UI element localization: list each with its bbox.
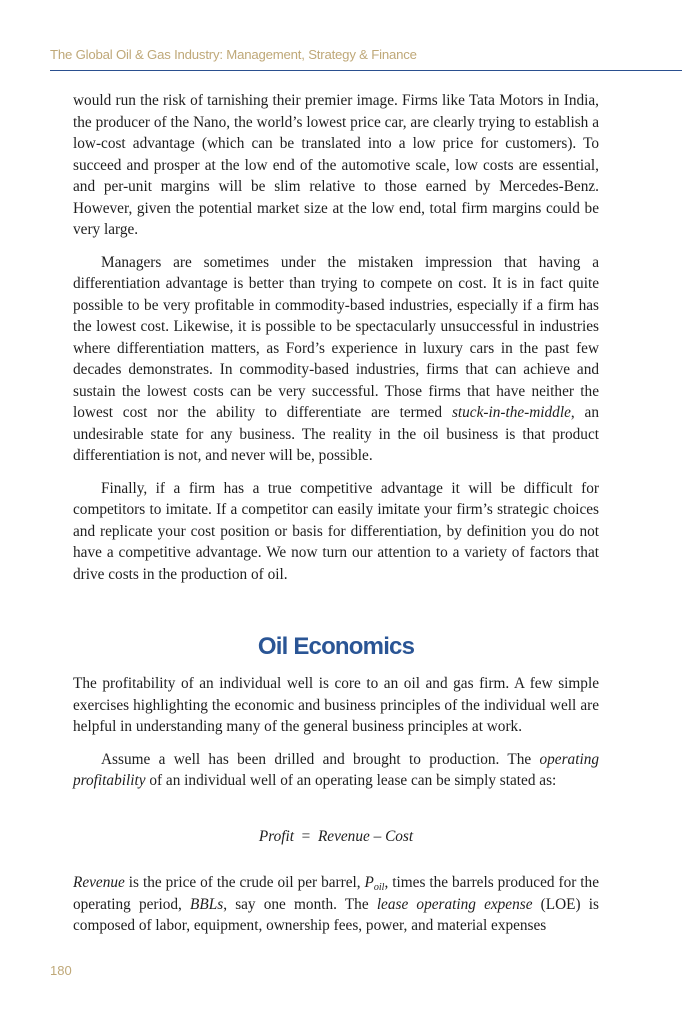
page-number: 180: [50, 963, 72, 978]
revenue-text-1: is the price of the crude oil per barrel,: [124, 874, 365, 891]
term-operating-profitability: operating profitability: [73, 750, 599, 789]
equation-cost: Cost: [385, 828, 414, 845]
paragraph-imitation: Finally, if a firm has a true competitive advantage it will be difficult for competitors to imitate. If a competitor can easily imitate your firm’s strategic choices and replicate your cost position or basis for differentiation, by definition you do not have a competitive advantage. We now turn our attention to a variety of factors that drive costs in the production of oil.: [73, 479, 599, 583]
term-stuck-in-the-middle: stuck-in-the-middle: [451, 404, 571, 421]
body-text-upper: [73, 90, 599, 585]
section-title-oil-economics: Oil Economics: [257, 633, 415, 660]
paragraph-differentiation-text: Managers are sometimes under the mistaken impression that having a differentiation advantage is better than trying to compete on cost. It is in fact quite possible to be very profitable in commodity-based industries, especially if a firm has the lowest cost. Likewise, it is possible to be spectacularly unsuccessful in industries where differentiation matters, as Ford’s experience in luxury cars in the past few decades demonstrates. In commodity-based industries, firms that can achieve and sustain the lowest costs can be very successful. Those firms that have neither the lowest cost nor the ability to differentiate are termed: [73, 253, 599, 421]
paragraph-differentiation-text-end: , an undesirable state for any business. The reality in the oil business is that product differentiation is not, and never will be, possible.: [73, 404, 599, 464]
paragraph-operating-profitability-text: Assume a well has been drilled and brought to production. The: [101, 750, 540, 768]
header-rule: [50, 70, 682, 71]
term-lease-operating-expense: lease operating expense: [376, 895, 533, 913]
variable-p-oil: [365, 874, 385, 891]
body-text-revenue: [73, 872, 599, 937]
term-revenue: Revenue: [73, 874, 125, 891]
equation-lhs: Profit: [258, 828, 294, 845]
paragraph-revenue-definition: [73, 872, 599, 937]
equation-revenue: Revenue: [317, 828, 370, 845]
variable-p-subscript: oil: [373, 882, 385, 893]
equation-minus: –: [373, 828, 382, 845]
running-header-title: The Global Oil & Gas Industry: Management, Strategy & Finance: [50, 47, 417, 62]
paragraph-well-profitability: The profitability of an individual well is core to an oil and gas firm. A few simple exercises highlighting the economic and business principles of the individual well are helpful in understanding many of the general business principles at work.: [73, 675, 599, 735]
revenue-text-2: , times the barrels produced for the operating period,: [73, 874, 599, 913]
body-text-oil-economics: [73, 673, 599, 792]
revenue-text-4: (LOE) is composed of labor, equipment, ownership fees, power, and material expenses: [73, 895, 599, 934]
paragraph-tata-motors: would run the risk of tarnishing their premier image. Firms like Tata Motors in India, the producer of the Nano, the world’s lowest price car, are clearly trying to establish a low-cost advantage (which can be translated into a low price for customers). To succeed and prosper at the low end of the automotive scale, low costs are essential, and per-unit margins will be slim relative to those earned by Mercedes-Benz. However, given the potential market size at the low end, total firm margins could be very large.: [73, 92, 599, 238]
revenue-text-3: , say one month. The: [223, 895, 377, 913]
variable-p: P: [364, 874, 374, 891]
paragraph-operating-profitability: [73, 749, 599, 792]
profit-equation: [73, 828, 599, 846]
variable-bbls: BBLs: [190, 895, 224, 913]
paragraph-differentiation: [73, 252, 599, 467]
equation-equals: =: [301, 828, 311, 845]
paragraph-operating-profitability-text-end: of an individual well of an operating lease can be simply stated as:: [145, 772, 557, 789]
